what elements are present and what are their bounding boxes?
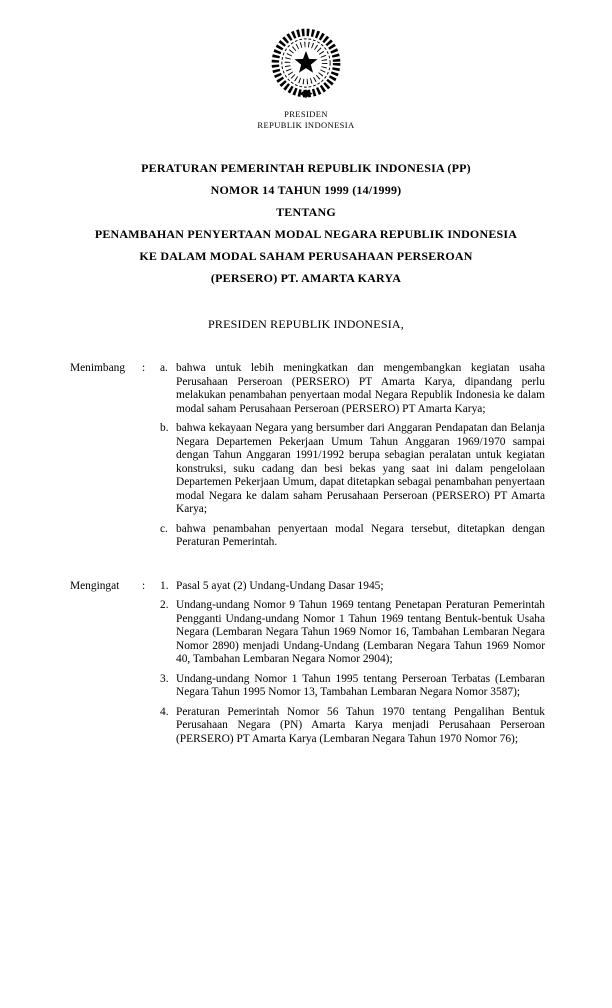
item-marker-3: 3.	[160, 672, 169, 685]
item-text-b: bahwa kekayaan Negara yang bersumber dari Anggaran Pendapatan dan Belanja Negara Departemen Pekerjaan Umum Tahun Anggaran 1969/1970 sampai dengan Tahun Anggaran 1991/1992 berupa sebagian peralatan untuk kegiatan konstruksi, suku cadang dan besi bekas yang saat ini dalam pengelolaan Departemen Pekerjaan Umum, dapat ditetapkan sebagai penambahan penyertaan modal Negara ke dalam saham Perusahaan Perseroan (PERSERO) PT Amarta Karya;	[176, 422, 545, 515]
presidential-emblem	[0, 0, 612, 107]
section-colon: :	[142, 579, 146, 592]
item-text-1: Pasal 5 ayat (2) Undang-Undang Dasar 1945;	[176, 579, 384, 592]
menimbang-item-a	[70, 362, 545, 416]
item-text-c: bahwa penambahan penyertaan modal Negara tersebut, ditetapkan dengan Peraturan Pemerintah.	[176, 522, 545, 548]
mengingat-item-1	[70, 580, 545, 594]
title-line-subject-1: PENAMBAHAN PENYERTAAN MODAL NEGARA REPUBLIK INDONESIA	[94, 227, 518, 241]
document-body	[0, 362, 612, 746]
section-label-menimbang: Menimbang	[70, 362, 126, 374]
org-line-republik-indonesia: REPUBLIK INDONESIA	[257, 120, 355, 130]
title-line-subject-2: KE DALAM MODAL SAHAM PERUSAHAAN PERSEROAN	[139, 249, 473, 263]
item-text-2: Undang-undang Nomor 9 Tahun 1969 tentang Penetapan Peraturan Pemerintah Pengganti Undang-undang Nomor 1 Tahun 1969 tentang Bentuk-bentuk Usaha Negara (Lembaran Negara Tahun 1969 Nomor 16, Tambahan Lembaran Negara Nomor 2890) menjadi Undang-Undang (Lembaran Negara Tahun 1969 Nomor 40, Tambahan Lembaran Negara Nomor 2904);	[176, 599, 545, 665]
title-line-number: NOMOR 14 TAHUN 1999 (14/1999)	[210, 183, 402, 197]
title-line-subject-3: (PERSERO) PT. AMARTA KARYA	[210, 271, 402, 285]
section-label-mengingat: Mengingat	[70, 579, 120, 592]
item-marker-4: 4.	[160, 705, 169, 718]
menimbang-item-c	[70, 523, 545, 550]
mengingat-item-2	[70, 599, 545, 667]
title-line-tentang: TENTANG	[276, 205, 336, 219]
section-mengingat	[70, 580, 545, 747]
section-menimbang	[70, 362, 545, 550]
org-line-presiden: PRESIDEN	[284, 109, 328, 119]
item-text-3: Undang-undang Nomor 1 Tahun 1995 tentang Perseroan Terbatas (Lembaran Negara Tahun 1995 Nomor 13, Tambahan Lembaran Negara Nomor 3587);	[176, 672, 545, 698]
menimbang-item-b	[70, 422, 545, 517]
item-text-4: Peraturan Pemerintah Nomor 56 Tahun 1970 tentang Pengalihan Bentuk Perusahaan Negara (PN) Amarta Karya menjadi Perusahaan Perseroan (PERSERO) PT Amarta Karya (Lembaran Negara Tahun 1970 Nomor 76);	[176, 705, 545, 745]
item-marker-1: 1.	[160, 579, 169, 592]
mengingat-item-3	[70, 673, 545, 700]
preamble-presiden: PRESIDEN REPUBLIK INDONESIA,	[208, 317, 404, 331]
item-marker-2: 2.	[160, 599, 169, 611]
org-header	[0, 109, 612, 131]
item-marker-a: a.	[160, 362, 168, 374]
item-marker-c: c.	[160, 522, 168, 535]
document-title	[0, 157, 612, 289]
presidential-seal-icon	[267, 24, 345, 102]
title-line-regulation: PERATURAN PEMERINTAH REPUBLIK INDONESIA (PP)	[141, 161, 471, 175]
section-colon: :	[142, 362, 146, 374]
item-text-a: bahwa untuk lebih meningkatkan dan mengembangkan kegiatan usaha Perusahaan Perseroan (PERSERO) PT Amarta Karya, dipandang perlu melakukan penambahan penyertaan modal Negara Republik Indonesia ke dalam modal saham Perusahaan Perseroan (PERSERO) PT Amarta Karya;	[176, 362, 545, 415]
mengingat-item-4	[70, 706, 545, 747]
item-marker-b: b.	[160, 422, 169, 434]
